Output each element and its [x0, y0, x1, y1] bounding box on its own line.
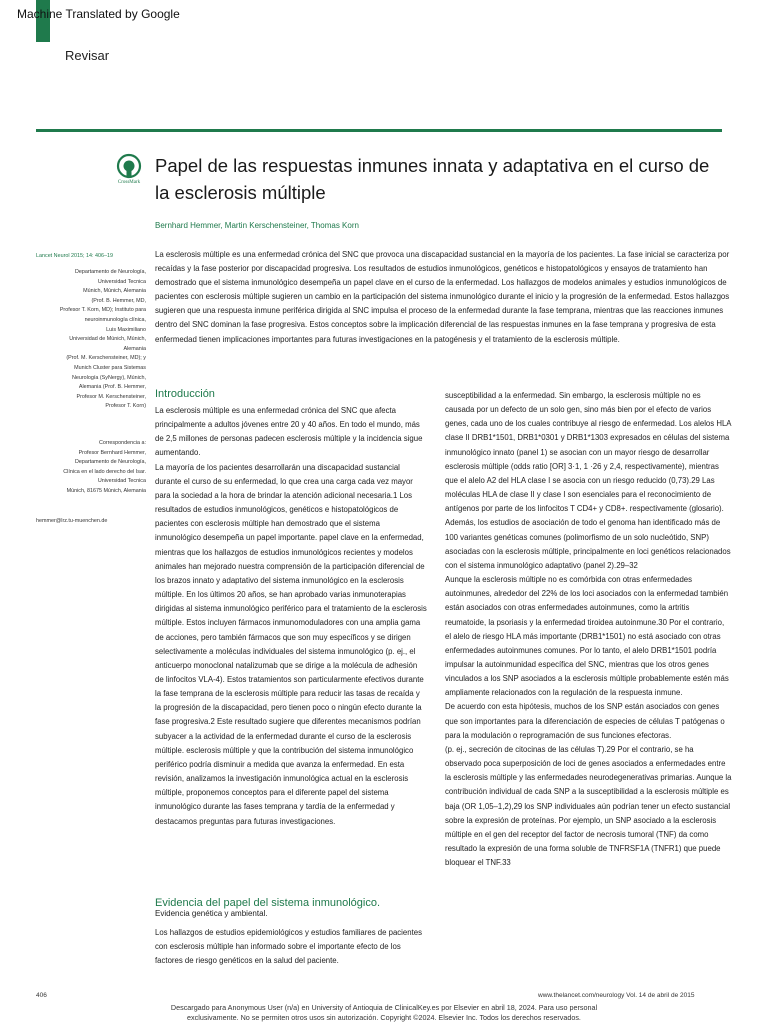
affiliation-line: (Prof. B. Hemmer, MD,	[91, 297, 146, 304]
summary-paragraph: La esclerosis múltiple es una enfermedad crónica del SNC que provoca una discapacidad sustancial en la mayoría de los pacientes. La fase inicial se caracteriza por recaídas y la fase posterior por discapacidad progresiva. Los resultados de estudios inmunológicos, genéticos e histopatológicos y ensayos de tratamiento han demostrado que el sistema inmunológico desempeña un papel clave en el curso de la enfermedad. Los hallazgos de modelos animales y estudios inmunológicos de pacientes con esclerosis múltiple sugieren un cambio en la participación del sistema inmunológico durante el inicio y la progresión de la enfermedad. Estos hallazgos sugieren que una respuesta inmune periférica dirigida al SNC impulsa el proceso de la enfermedad durante la fase temprana, mientras que las reacciones inmunes dentro del SNC dominan la fase progresiva. Estos conceptos sobre la implicación diferencial de las respuestas inmunes en la fase temprana y progresiva de esta enfermedad tienen implicaciones importantes para futuras investigaciones en la patogénesis y el tratamiento de la esclerosis múltiple.	[155, 250, 730, 344]
intro-heading: Introducción	[155, 388, 215, 400]
intro-paragraph: La esclerosis múltiple es una enfermedad crónica del SNC que afecta principalmente a adultos jóvenes entre 20 y 40 años. En todo el mundo, más de 2,5 millones de personas padecen esclerosis múltiple y la incidencia sigue aumentando.	[155, 406, 423, 458]
download-notice-line: Descargado para Anonymous User (n/a) en University of Antioquia de ClinicalKey.es por Elsevier en abril 18, 2024. Para uso personal	[170, 1003, 598, 1012]
header-rule	[36, 129, 722, 132]
right-column	[445, 389, 732, 870]
body-paragraph: susceptibilidad a la enfermedad. Sin embargo, la esclerosis múltiple no es causada por un defecto de un solo gen, sino más bien por el efecto de varios genes, cada uno de los cuales contribuye al riesgo de enfermedad. Los alelos HLA clase II DRB1*1501, DRB1*0301 y DRB1*1303 expresados en células del sistema inmunológico innato (panel 1) se asocian con un mayor riesgo de desarrollar esclerosis múltiple (odds ratio [OR] 3·1, 1 ·26 y 2,4, respectivamente), mientras que el alelo A2 del HLA clase I se asocia con un riesgo reducido (0,73).29 Las moléculas HLA de clase II y clase I son esenciales para el reconocimiento de antígenos por parte de los linfocitos T CD4+ y CD8+. respectivamente (glosario).	[445, 391, 732, 514]
correspondence-line: Profesor Bernhard Hemmer,	[78, 449, 146, 456]
journal-footer: www.thelancet.com/neurology Vol. 14 de abril de 2015	[538, 992, 695, 999]
correspondence-line: Universidad Tecnica	[97, 478, 146, 485]
citation: Lancet Neurol 2015; 14: 406–19	[36, 253, 114, 259]
intro-paragraph: La mayoría de los pacientes desarrollarán una discapacidad sustancial durante el curso de su enfermedad, lo que crea una carga cada vez mayor para la sociedad a la hora de brindar la atención adicional necesaria.1 Los resultados de estudios inmunológicos, genéticos e histopatológicos de pacientes con esclerosis múltiple han demostrado que el sistema inmunológico desempeña un papel importante. papel clave en la enfermedad, mientras que los hallazgos de estudios inmunológicos recientes y modelos animales han mejorado nuestra comprensión de la participación diferencial de los brazos innato y adaptativo del sistema inmunológico en la esclerosis múltiple. En los últimos 20 años, se han aprobado varias inmunoterapias dirigidas al sistema inmunológico periférico para el tratamiento de la esclerosis múltiple. Estos incluyen fármacos inmunomoduladores con una amplia gama de acciones, pero también fármacos que son muy específicos y se dirigen selectivamente a moléculas individuales del sistema inmunológico (p. ej., el anticuerpo monoclonal natalizumab que se dirige a la molécula de adhesión de linfocitos VLA-4). Estos tratamientos son particularmente efectivos durante la fase temprana de la esclerosis múltiple para reducir las tasas de recaída y la progresión de la discapacidad, pero tienen poco o ningún efecto durante la fase progresiva.2 Este resultado sugiere que diferentes mecanismos podrían subyacer a la actividad de la enfermedad durante el curso de la esclerosis múltiple. esclerosis múltiple y que la contribución del sistema inmunológico periférico podría disminuir a medida que avanza la enfermedad. En esta revisión, analizamos la investigación inmunológica actual en la esclerosis múltiple, proponemos conceptos para el diferente papel del sistema inmunológico durante las fases temprana y tardía de la enfermedad y destacamos preguntas para futuras investigaciones.	[155, 462, 427, 826]
correspondence-line: Departamento de Neurología,	[74, 459, 146, 466]
page-number: 406	[36, 992, 47, 999]
correspondence-line: Correspondencia a:	[98, 440, 146, 446]
affiliation-line: Luis Maximiliano	[106, 326, 146, 333]
affiliation-line: Universidad Tecnica	[97, 278, 146, 285]
affiliations	[36, 268, 146, 412]
machine-translation-banner: Machine Translated by Google	[17, 7, 180, 21]
download-notice	[0, 1003, 768, 1022]
crossmark-label: CrossMark	[117, 180, 141, 185]
correspondence-email[interactable]: hemmer@lrz.tu-muenchen.de	[36, 518, 108, 524]
affiliation-line: Munich Cluster para Sistemas	[74, 364, 146, 371]
affiliation-line: Alemania (Prof. B. Hemmer,	[78, 384, 146, 391]
body-paragraph: Aunque la esclerosis múltiple no es comórbida con otras enfermedades autoinmunes, alrededor del 22% de los loci asociados con la enfermedad también están asociados con otras enfermedades autoinmunes, como la artritis reumatoide, la psoriasis y la enfermedad tiroidea autoinmune.30 Por el contrario, el alelo de riesgo HLA más importante (DRB1*1501) no está asociado con otras enfermedades autoinmunes comunes. Por lo tanto, el alelo DRB1*1501 podría impulsar la autoinmunidad específica del SNC, mientras que los otros genes vinculados a los SNP asociados a la esclerosis múltiple probablemente estén más ampliamente relacionados con la regulación de la respuesta inmune.	[445, 575, 729, 698]
affiliation-line: (Prof. M. Kerschensteiner, MD); y	[66, 355, 146, 362]
body-paragraph: De acuerdo con esta hipótesis, muchos de los SNP están asociados con genes que son importantes para la diferenciación de especies de células T patógenas o para la modulación o reprogramación de sus funciones efectoras.	[445, 702, 725, 740]
affiliation-line: Múnich, Múnich, Alemania	[83, 288, 146, 295]
correspondence	[36, 439, 146, 497]
affiliation-line: Departamento de Neurología,	[74, 269, 146, 275]
download-notice-line: exclusivamente. No se permiten otros usos sin autorización. Copyright ©2024. Elsevier Inc. Todos los derechos reservados.	[187, 1012, 581, 1022]
evidence-heading: Evidencia del papel del sistema inmunológico.	[155, 897, 381, 909]
affiliation-line: Profesor M. Kerschensteiner,	[76, 393, 146, 400]
affiliation-line: Profesor T. Korn, MD); Instituto para	[59, 307, 146, 314]
affiliation-line: Universidad de Múnich, Múnich,	[69, 336, 146, 343]
section-label: Revisar	[65, 48, 110, 63]
evidence-subheading: Evidencia genética y ambiental.	[155, 909, 268, 918]
article-title: Papel de las respuestas inmunes innata y adaptativa en el curso de la esclerosis múltiple	[155, 155, 710, 203]
affiliation-line: Neurología (SyNergy), Múnich,	[71, 374, 146, 381]
affiliation-line: neuroinmunología clínica,	[84, 316, 146, 323]
body-paragraph: (p. ej., secreción de citocinas de las células T).29 Por el contrario, se ha observado poca superposición de loci de genes asociados a enfermedades entre la esclerosis múltiple y las enfermedades neurodegenerativas primarias. Aunque la contribución individual de cada SNP a la susceptibilidad a la esclerosis múltiple es baja (OR 1,05–1,2),29 los SNP individuales aún podrían tener un efecto sustancial sobre la expresión de proteínas. Por ejemplo, un SNP asociado a la esclerosis múltiple en el gen del receptor del factor de necrosis tumoral (TNF) da como resultado la expresión de una forma soluble de TNFRSF1A (TNFR1) que puede bloquear el TNF.33	[445, 744, 732, 868]
evidence-paragraph: Los hallazgos de estudios epidemiológicos y estudios familiares de pacientes con esclerosis múltiple han informado sobre el importante efecto de los factores de riesgo genéticos en la salud del paciente.	[155, 928, 422, 966]
article-authors: Bernhard Hemmer, Martin Kerschensteiner, Thomas Korn	[155, 221, 359, 230]
correspondence-line: Múnich, 81675 Múnich, Alemania	[66, 487, 146, 494]
correspondence-line: Clínica en el lado derecho del Isar.	[63, 468, 146, 475]
body-paragraph: Además, los estudios de asociación de todo el genoma han identificado más de 100 variantes genéticas comunes (polimorfismo de un solo nucleótido, SNP) asociadas con la esclerosis múltiple, principalmente en loci genéticos relacionados con el sistema inmunológico adaptativo (panel 2).29–32	[445, 518, 731, 570]
affiliation-line: Alemania	[123, 345, 146, 352]
intro-column	[155, 404, 427, 829]
affiliation-line: Profesor T. Korn)	[105, 403, 146, 410]
